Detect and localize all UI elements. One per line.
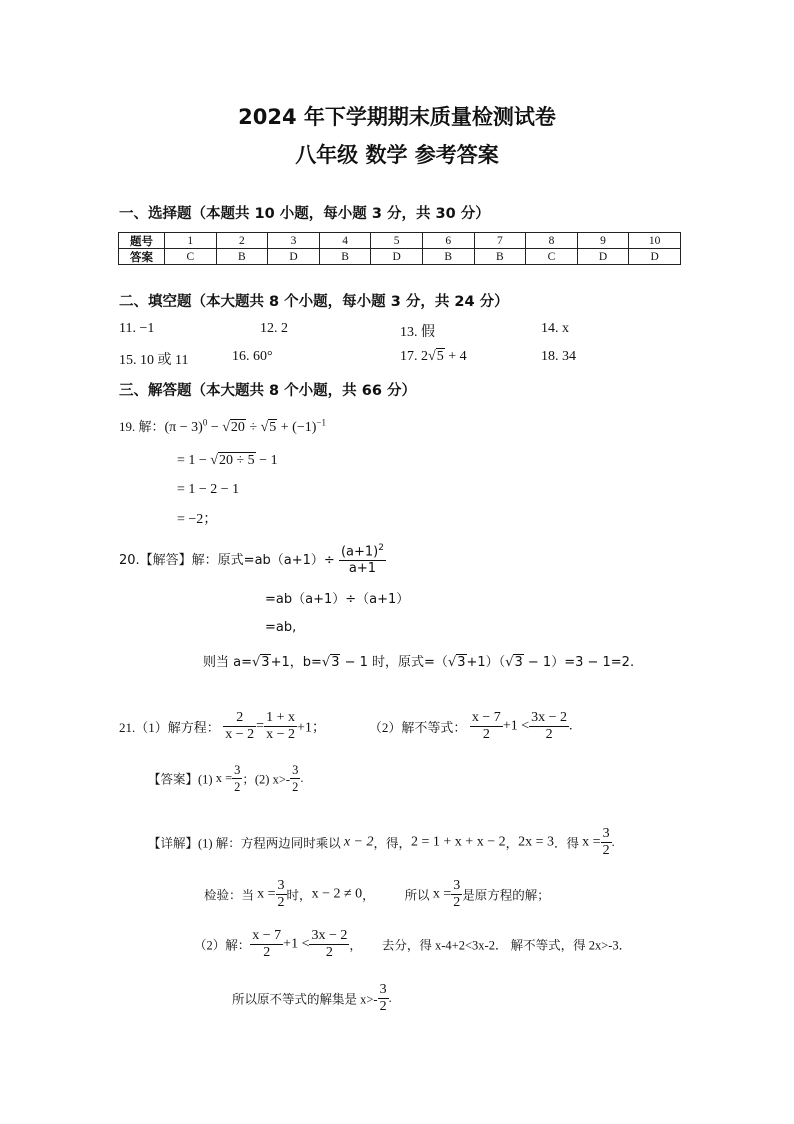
row-label-answer: 答案 [119, 249, 165, 265]
q21-detail-fraction [601, 826, 612, 859]
question-number-cell: 7 [474, 233, 526, 249]
q21-ineq-left-fraction [470, 710, 503, 743]
question-number-cell: 10 [629, 233, 681, 249]
question-number-cell: 1 [165, 233, 217, 249]
q19-radicand-2: 5 [269, 420, 277, 435]
q17-radicand: 5 [436, 349, 444, 364]
q17-rest: + 4 [444, 349, 467, 364]
q21-ineq-mid: +1 < [502, 718, 530, 734]
q19-minus: − [207, 420, 223, 435]
q20-cond-post: − 1）=3 − 1=2. [523, 655, 635, 670]
q21-p2-sep: ， [349, 938, 362, 953]
question-number-cell: 8 [526, 233, 578, 249]
q21-answer-num: 3 [234, 763, 241, 777]
fill-answer-17 [400, 349, 467, 365]
answer-cell: C [526, 249, 578, 265]
question-number-cell: 2 [216, 233, 268, 249]
q21-eq-right-num: 1 + x [266, 710, 295, 725]
q21-conclusion-num: 3 [379, 982, 387, 997]
q21-answer-tail: . [300, 771, 304, 785]
answer-cell: B [216, 249, 268, 265]
q21-check-fraction [276, 878, 287, 911]
question-number-cell: 9 [577, 233, 629, 249]
q21-check-num: 3 [277, 878, 285, 893]
q19-step1-pre: = 1 − [177, 453, 211, 468]
q21-detail-den: 2 [602, 843, 610, 858]
q21-p2-right-den: 2 [325, 945, 333, 960]
q19-step1-radicand: 20 ÷ 5 [218, 453, 255, 468]
q21-answer-fraction-2 [290, 762, 300, 795]
q21-part2-label: （2）解不等式： [368, 720, 467, 735]
q20-radicand-4: 3 [514, 655, 523, 670]
q21-ineq-left-num: x − 7 [471, 710, 501, 725]
sqrt-sign: √ [505, 655, 514, 670]
q19-step-1 [177, 453, 278, 469]
q21-check-expr: x − 2 ≠ 0 [311, 886, 363, 902]
q20-fraction [339, 540, 386, 577]
q21-p2-left-den: 2 [263, 945, 271, 960]
q21-check-mid: 时， [286, 888, 312, 903]
q20-step-1: =ab（a+1）÷（a+1） [265, 592, 410, 607]
answer-cell: B [422, 249, 474, 265]
q21-detail-mid: ，得， [373, 836, 412, 851]
q20-label: 20.【解答】解：原式=ab（a+1）÷ [119, 553, 335, 569]
q21-ineq-right-den: 2 [545, 727, 553, 742]
question-number-cell: 5 [371, 233, 423, 249]
fill-answer-16: 16. 60° [232, 349, 273, 364]
fill-answer-11: 11. −1 [119, 321, 155, 336]
answer-cell: D [629, 249, 681, 265]
q20-cond-mid3: +1）（ [466, 655, 506, 670]
table-row-numbers [119, 233, 681, 249]
q21-detail-x: x = [582, 834, 601, 850]
q21-conclusion-fraction [378, 982, 389, 1015]
q20-step-2: =ab, [265, 620, 297, 635]
answer-cell: B [319, 249, 371, 265]
q21-detail [148, 826, 615, 859]
sqrt-sign: √ [447, 655, 457, 670]
q20-frac-numerator: (a+1) [340, 544, 379, 560]
q21-check-den-2: 2 [453, 895, 461, 910]
q21-p2-right-fraction [309, 928, 349, 961]
q21-conclusion-den: 2 [379, 999, 387, 1014]
q21-conclusion-post: . [388, 991, 392, 1005]
q20-evaluation [203, 651, 634, 670]
q21-detail-sep: ， [505, 836, 519, 851]
q21-conclusion-pre: 所以原不等式的解集是 x>- [232, 992, 378, 1007]
q20-radicand-1: 3 [261, 655, 270, 670]
sqrt-sign: √ [260, 420, 269, 435]
q19-exp-a: 0 [202, 417, 208, 428]
q21-p2-left-num: x − 7 [252, 928, 282, 943]
q21-check-sep: ， [362, 888, 375, 903]
exam-title: 2024 年下学期期末质量检测试卷 [238, 105, 556, 129]
q21-answer-fraction-1 [232, 762, 242, 795]
q17-coefficient: 2 [421, 349, 428, 364]
q21-check-pre: 检验：当 [204, 888, 258, 903]
q20-expression [119, 540, 386, 577]
q21-answer-part2: ；(2) x>- [242, 772, 291, 787]
sqrt-sign: √ [210, 453, 218, 468]
section1-heading: 一、选择题（本题共 10 小题，每小题 3 分，共 30 分） [119, 206, 490, 222]
q21-detail-expr: x − 2 [343, 834, 374, 850]
section3-heading: 三、解答题（本大题共 8 个小题，共 66 分） [119, 383, 416, 399]
fill-answer-18: 18. 34 [541, 349, 576, 364]
q20-cond-mid2: − 1 时，原式=（ [340, 655, 448, 670]
q21-check-x2: x = [432, 886, 452, 902]
q20-frac-denominator: a+1 [348, 561, 377, 577]
q21-check-den: 2 [277, 895, 285, 910]
q19-divide: ÷ [245, 420, 261, 435]
q19-term-a: (π − 3) [164, 420, 203, 435]
q21-eq-right-fraction [264, 710, 297, 743]
q21-check-fraction-2 [451, 878, 462, 911]
q21-detail-then: ．得 [554, 836, 583, 851]
row-label-question: 题号 [119, 233, 165, 249]
q21-answer-label: 【答案】(1) [148, 772, 213, 787]
q21-p2-label: （2）解： [194, 938, 251, 953]
q19-term-d: + (−1) [277, 420, 317, 435]
q21-check-post: 是原方程的解； [462, 888, 550, 903]
q19-step1-post: − 1 [255, 453, 278, 468]
question-number-cell: 6 [422, 233, 474, 249]
q19-expression [119, 416, 326, 436]
q19-radicand-1: 20 [230, 420, 245, 435]
q21-detail-num: 3 [602, 826, 610, 841]
q21-answer-den-2: 2 [292, 780, 299, 794]
q20-radicand-2: 3 [331, 655, 340, 670]
q21-ineq-right-num: 3x − 2 [531, 710, 568, 725]
q20-cond-pre: 则当 a= [203, 655, 252, 670]
q21-detail-eq2: 2x = 3 [518, 834, 555, 850]
question-number-cell: 3 [268, 233, 320, 249]
q21-check [204, 878, 550, 911]
q21-check-so: 所以 [404, 888, 433, 903]
answer-key-subtitle: 八年级 数学 参考答案 [295, 143, 499, 167]
q21-ineq-right-fraction [529, 710, 569, 743]
q19-step-3: = −2； [177, 512, 218, 527]
q21-answer-den: 2 [234, 780, 241, 794]
sqrt-sign: √ [252, 655, 261, 670]
q21-part2-solution [194, 928, 631, 961]
q21-ineq-tail: . [569, 718, 573, 734]
q21-p2-mid: +1 < [283, 936, 310, 952]
q21-p2-text: 去分，得 x-4+2<3x-2． 解不等式，得 2x>-3． [381, 938, 632, 953]
q21-eq-left-fraction [223, 710, 256, 743]
section2-heading: 二、填空题（本大题共 8 个小题，每小题 3 分，共 24 分） [119, 294, 509, 310]
q21-answer-x: x = [215, 771, 233, 785]
q21-detail-period: . [611, 835, 615, 849]
fill-answer-13: 13. 假 [400, 325, 435, 340]
q21-conclusion [232, 982, 392, 1015]
fill-answer-14: 14. x [541, 321, 569, 336]
q21-check-num-2: 3 [453, 878, 461, 893]
table-row-answers [119, 249, 681, 265]
q21-check-x: x = [257, 886, 276, 902]
q19-exp-d: −1 [316, 417, 326, 428]
sqrt-sign: √ [222, 420, 230, 435]
question-number-cell: 4 [319, 233, 371, 249]
q20-cond-mid: +1，b= [270, 655, 322, 670]
sqrt-sign: √ [428, 349, 436, 364]
q21-problem [119, 710, 573, 743]
q21-ineq-left-den: 2 [482, 727, 490, 742]
q19-label: 19. 解： [119, 419, 165, 434]
answer-cell: B [474, 249, 526, 265]
q21-answer-num-2: 3 [292, 763, 299, 777]
q17-number: 17. [400, 349, 418, 364]
answer-cell: D [268, 249, 320, 265]
q21-detail-eq1: 2 = 1 + x + x − 2 [411, 834, 506, 850]
q21-p2-left-fraction [250, 928, 283, 961]
fill-answer-15: 15. 10 或 11 [119, 353, 189, 368]
answer-cell: C [165, 249, 217, 265]
sqrt-sign: √ [321, 655, 331, 670]
q21-label: 21.（1）解方程： [119, 720, 220, 735]
q21-eq-equals: = [256, 718, 265, 734]
q21-eq-left-num: 2 [223, 710, 256, 727]
q21-eq-left-den: x − 2 [225, 727, 255, 742]
answer-cell: D [371, 249, 423, 265]
fill-answer-12: 12. 2 [260, 321, 288, 336]
q19-step-2: = 1 − 2 − 1 [177, 482, 240, 497]
q21-p2-right-num: 3x − 2 [311, 928, 348, 943]
q21-eq-right-den: x − 2 [266, 727, 295, 742]
q21-eq-tail: +1； [296, 720, 326, 736]
answer-cell: D [577, 249, 629, 265]
q20-radicand-3: 3 [457, 655, 466, 670]
answer-table [118, 232, 681, 265]
q21-answer [148, 762, 303, 795]
q21-detail-label: 【详解】(1) 解：方程两边同时乘以 [148, 836, 344, 851]
q20-frac-exponent: 2 [378, 543, 384, 553]
